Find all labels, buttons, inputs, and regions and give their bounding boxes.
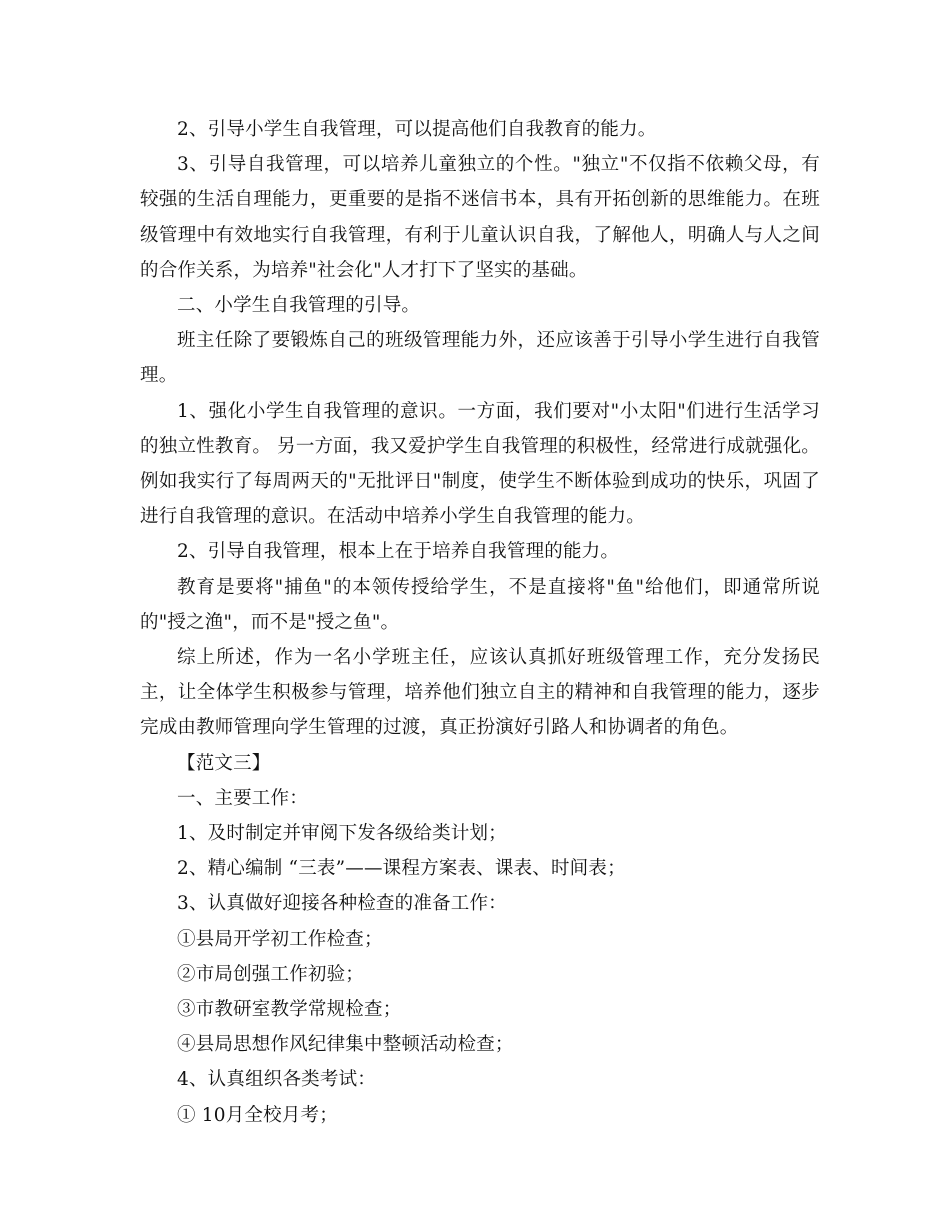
paragraph: 综上所述，作为一名小学班主任，应该认真抓好班级管理工作，充分发扬民主，让全体学生积极参与管理，培养他们独立自主的精神和自我管理的能力，逐步完成由教师管理向学生管理的过渡，真正扮演好引路人和协调者的角色。 [140, 647, 820, 739]
paragraph: 教育是要将"捕鱼"的本领传授给学生，不是直接将"鱼"给他们，即通常所说的"授之渔"，而不是"授之鱼"。 [140, 576, 820, 633]
document-body [140, 112, 820, 1133]
list-item: 2、精心编制 “三表”——课程方案表、课表、时间表； [177, 858, 626, 880]
sub-list-item: ①县局开学初工作检查； [177, 928, 383, 950]
section-heading: 一、主要工作： [177, 787, 308, 809]
list-item: 4、认真组织各类考试： [177, 1069, 376, 1091]
section-heading: 二、小学生自我管理的引导。 [177, 295, 421, 317]
list-item: 1、及时制定并审阅下发各级给类计划； [177, 823, 507, 845]
paragraph: 3、引导自我管理，可以培养儿童独立的个性。"独立"不仅指不依赖父母，有较强的生活自理能力，更重要的是指不迷信书本，具有开拓创新的思维能力。在班级管理中有效地实行自我管理，有利于儿童认识自我，了解他人，明确人与人之间的合作关系，为培养"社会化"人才打下了坚实的基础。 [140, 154, 820, 281]
paragraph: 班主任除了要锻炼自己的班级管理能力外，还应该善于引导小学生进行自我管理。 [140, 330, 820, 387]
section-title: 【范文三】 [177, 752, 271, 774]
sub-list-item: ②市局创强工作初验； [177, 963, 365, 985]
paragraph: 1、强化小学生自我管理的意识。一方面，我们要对"小太阳"们进行生活学习的独立性教育。 另一方面，我又爱护学生自我管理的积极性，经常进行成就强化。例如我实行了每周两天的"无批评日"制度，使学生不断体验到成功的快乐，巩固了进行自我管理的意识。在活动中培养小学生自我管理的能力。 [140, 400, 820, 528]
paragraph: 2、引导自我管理，根本上在于培养自我管理的能力。 [177, 541, 620, 563]
sub-list-item: ③市教研室教学常规检查； [177, 999, 402, 1021]
paragraph: 2、引导小学生自我管理，可以提高他们自我教育的能力。 [177, 119, 657, 140]
list-item: 3、认真做好迎接各种检查的准备工作： [177, 893, 507, 915]
sub-list-item: ① 10月全校月考； [177, 1104, 338, 1126]
sub-list-item: ④县局思想作风纪律集中整顿活动检查； [177, 1034, 514, 1056]
